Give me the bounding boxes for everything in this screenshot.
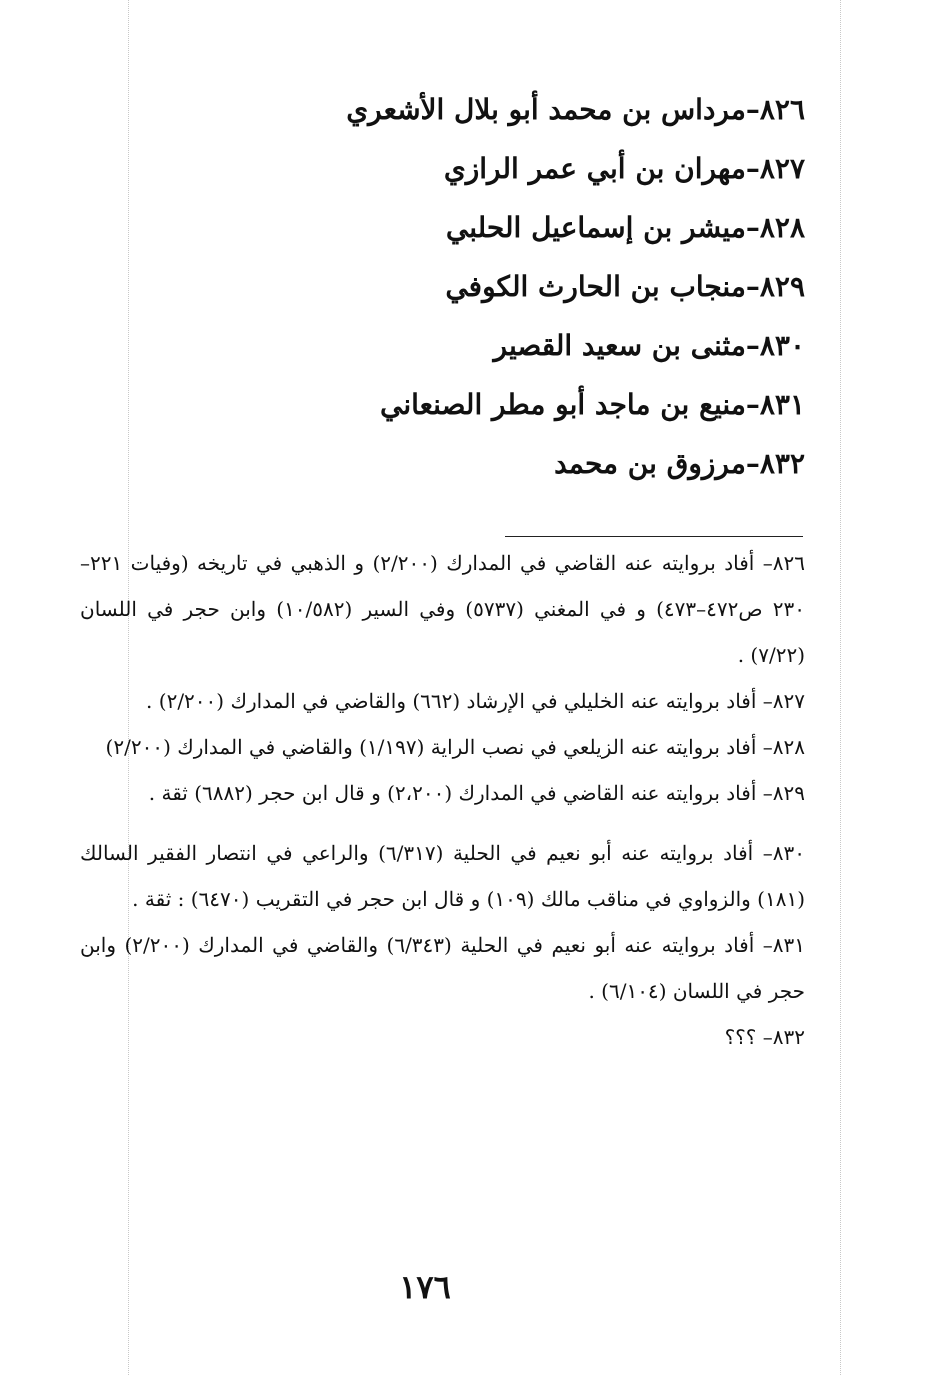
- footnote: ٨٢٩– أفاد بروايته عنه القاضي في المدارك (٢،٢٠٠) و قال ابن حجر (٦٨٨٢) ثقة .: [148, 781, 805, 805]
- footnote-divider: [505, 536, 803, 537]
- footnote: ٨٣٢– ؟؟؟: [724, 1025, 805, 1049]
- narrator-entry: ٨٢٨–ميشر بن إسماعيل الحلبي: [445, 211, 805, 244]
- narrator-entry: ٨٢٦–مرداس بن محمد أبو بلال الأشعري: [346, 93, 805, 126]
- narrator-entry: ٨٢٩–منجاب بن الحارث الكوفي: [445, 270, 805, 303]
- narrator-entry: ٨٣١–منيع بن ماجد أبو مطر الصنعاني: [380, 388, 805, 421]
- narrator-entry: ٨٣٢–مرزوق بن محمد: [554, 447, 805, 480]
- footnote: ٨٣٠– أفاد بروايته عنه أبو نعيم في الحلية (٦/٣١٧) والراعي في انتصار الفقير السالك (١٨١) والزواوي في مناقب مالك (١٠٩) و قال ابن حجر في التقريب (٦٤٧٠) : ثقة .: [80, 841, 805, 911]
- footnote: ٨٢٦– أفاد بروايته عنه القاضي في المدارك (٢/٢٠٠) و الذهبي في تاريخه (وفيات ٢٢١–٢٣٠ ص٤٧٢–٤٧٣) و في المغني (٥٧٣٧) وفي السير (١٠/٥٨٢) وابن حجر في اللسان (٧/٢٢) .: [80, 551, 805, 667]
- page-number: ١٧٦: [399, 1268, 451, 1306]
- footnote: ٨٣١– أفاد بروايته عنه أبو نعيم في الحلية (٦/٣٤٣) والقاضي في المدارك (٢/٢٠٠) وابن حجر في اللسان (٦/١٠٤) .: [80, 933, 806, 1003]
- narrator-entry: ٨٢٧–مهران بن أبي عمر الرازي: [443, 152, 805, 185]
- footnotes-section: [80, 540, 805, 1060]
- narrator-entry: ٨٣٠–مثنى بن سعيد القصير: [493, 329, 805, 362]
- scan-artifact-line: [840, 0, 841, 1375]
- footnote: ٨٢٨– أفاد بروايته عنه الزيلعي في نصب الراية (١/١٩٧) والقاضي في المدارك (٢/٢٠٠): [105, 735, 805, 759]
- narrator-entry-list: [285, 80, 805, 493]
- footnote: ٨٢٧– أفاد بروايته عنه الخليلي في الإرشاد (٦٦٢) والقاضي في المدارك (٢/٢٠٠) .: [146, 689, 805, 713]
